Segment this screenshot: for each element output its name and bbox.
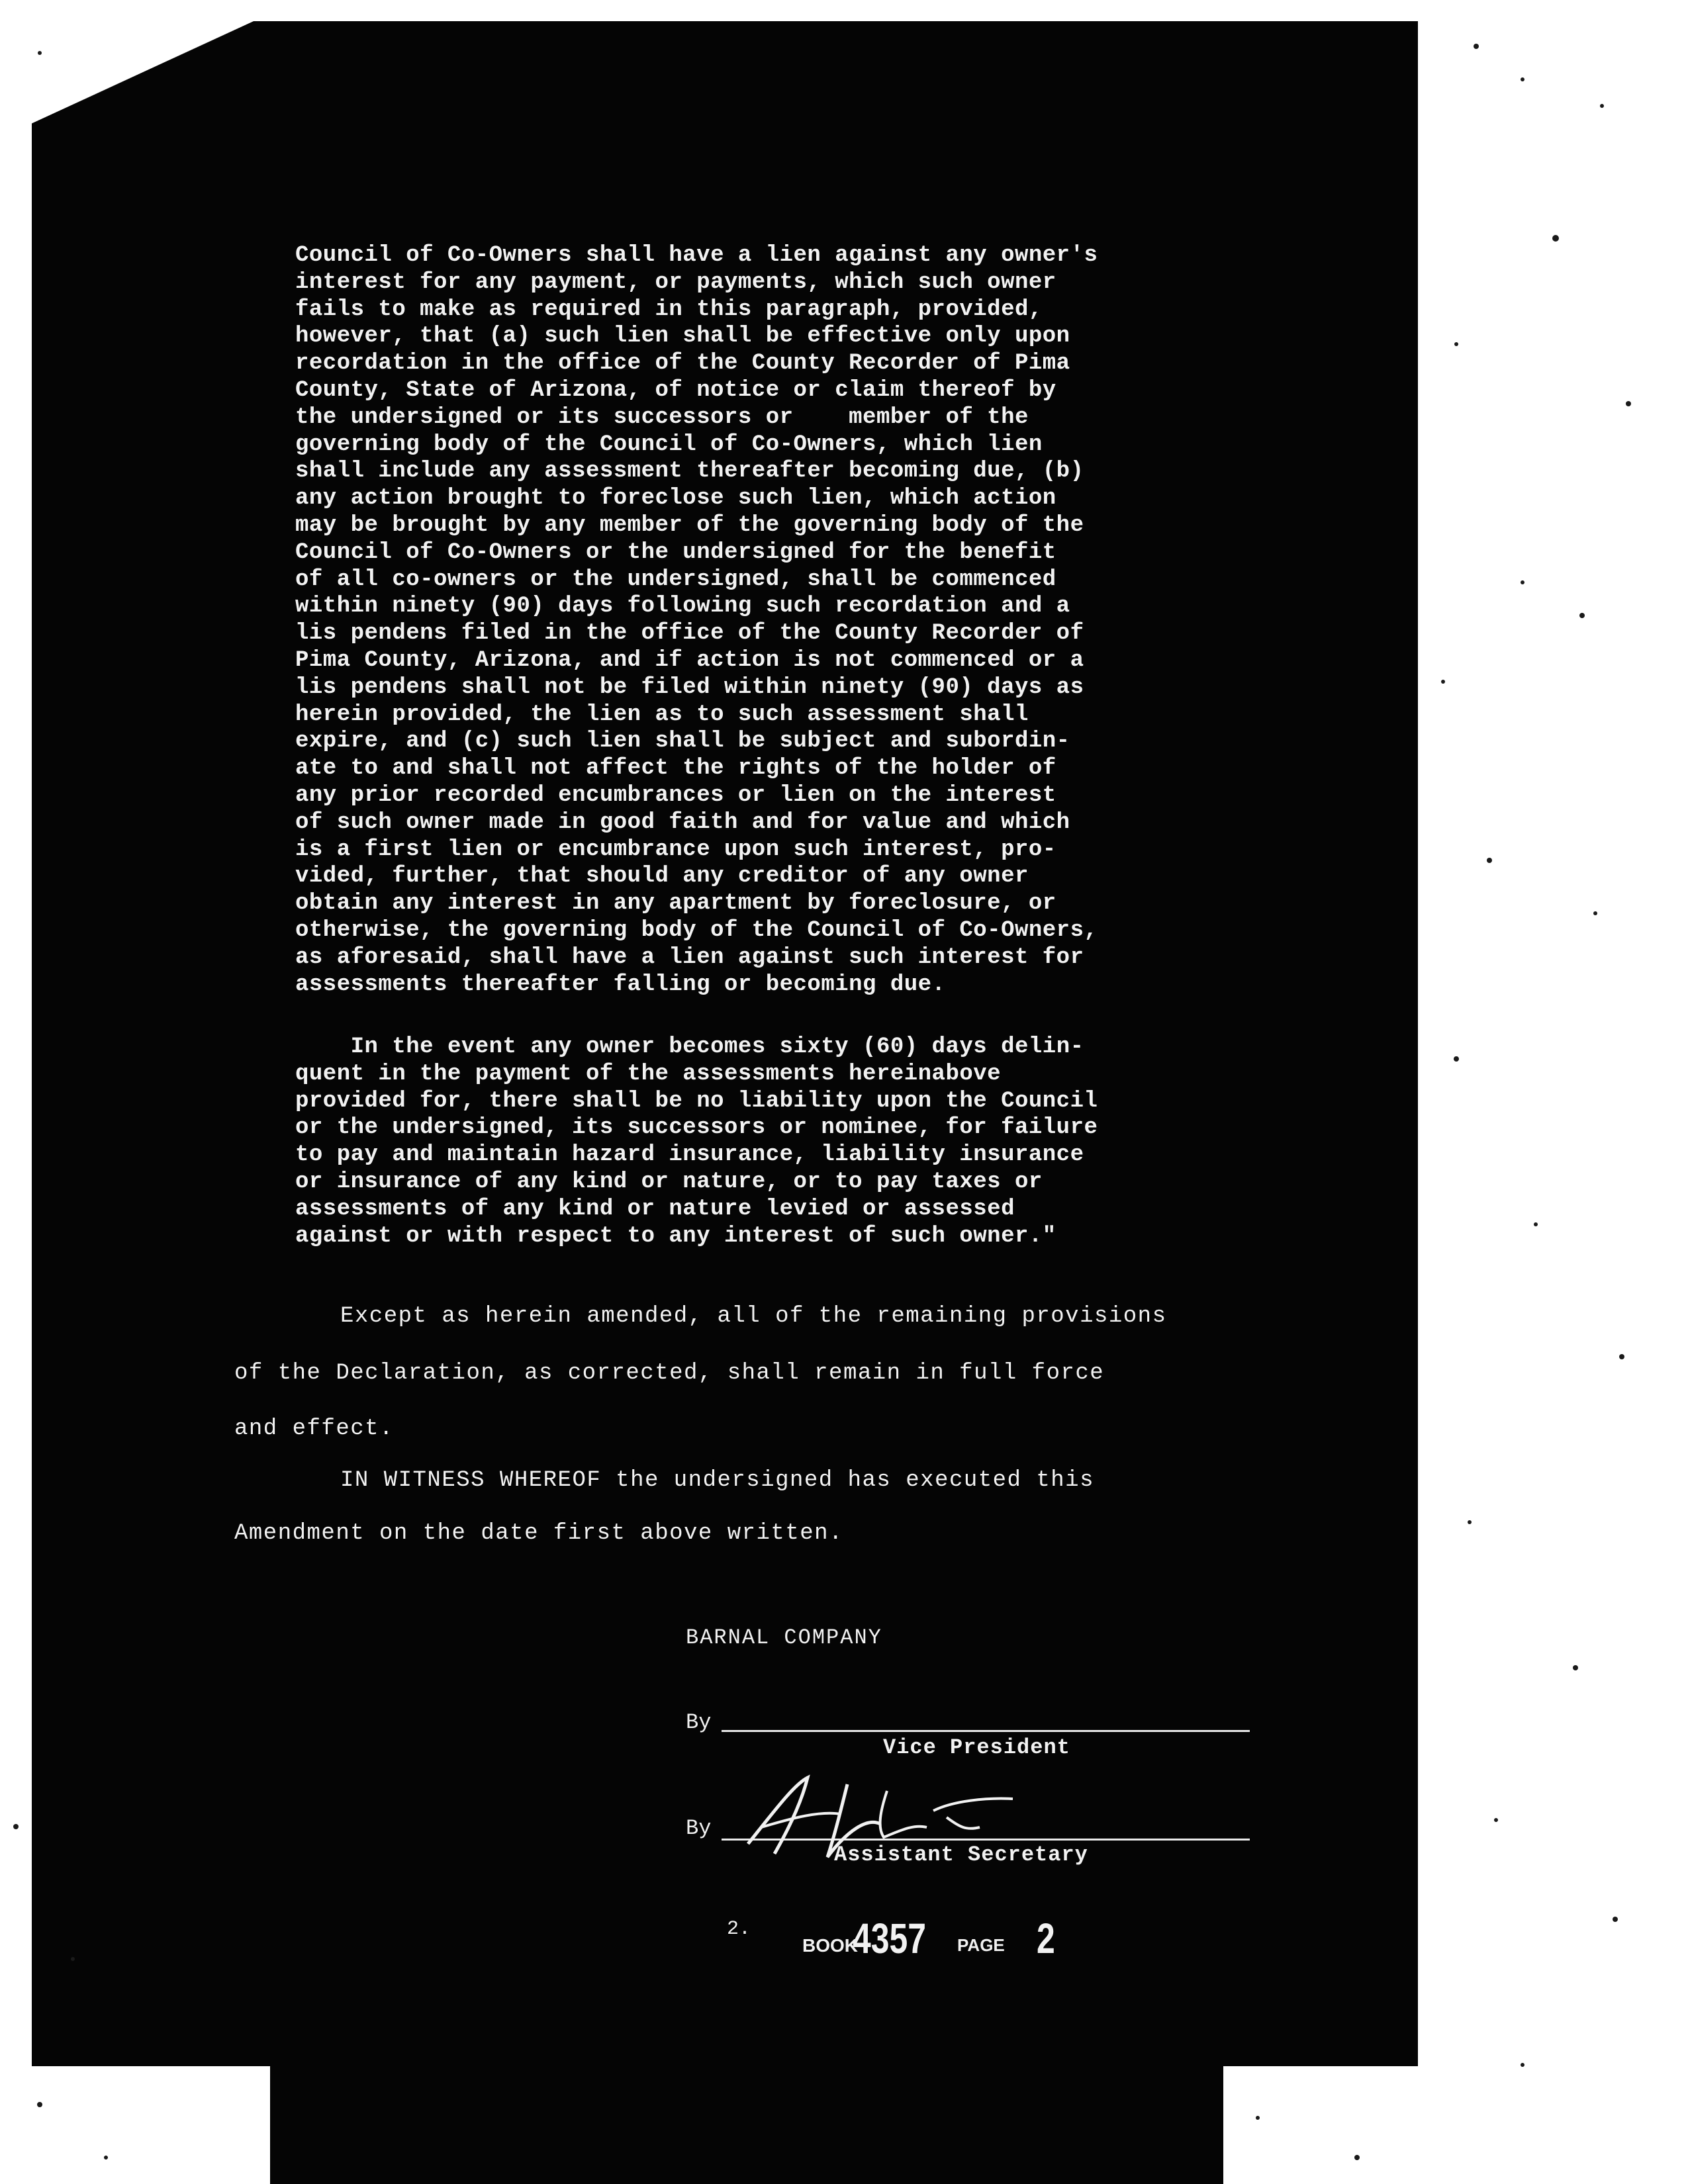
page-label: PAGE (957, 1935, 1005, 1955)
book-label: BOOK (802, 1935, 858, 1956)
amendment-line-2: of the Declaration, as corrected, shall remain in full force (234, 1361, 1105, 1386)
book-number: 4357 (853, 1915, 927, 1962)
signature-line-vice-president (722, 1730, 1250, 1732)
page-number: 2. (727, 1918, 751, 1940)
quoted-lien-paragraph: Council of Co-Owners shall have a lien against any owner's interest for any payment, or payments, which such owner fails to make as required in this paragraph, provided, however, that (a) such lien shall be effective only upon recordation in the office of the County Recorder of Pima County, State of Arizona, of notice or claim thereof by the undersigned or its successors or member of the governing body of the Council of Co-Owners, which lien shall include any assessment thereafter becoming due, (b) any action brought to foreclose such lien, which action may be brought by any member of the governing body of the Council of Co-Owners or the undersigned for the benefit of all co-owners or the undersigned, shall be commenced within ninety (90) days following such recordation and a lis pendens filed in the office of the County Recorder of Pima County, Arizona, and if action is not commenced or a lis pendens shall not be filed within ninety (90) days as herein provided, the lien as to such assessment shall expire, and (c) such lien shall be subject and subordin- ate to and shall not affect the rights of the holder of any prior recorded encumbrances or lien on the interest of such owner made in good faith and for value and which is a first lien or encumbrance upon such interest, pro- vided, further, that should any creditor of any owner obtain any interest in any apartment by foreclosure, or otherwise, the governing body of the Council of Co-Owners, as aforesaid, shall have a lien against such interest for assessments thereafter falling or becoming due. (295, 243, 1098, 997)
company-name: BARNAL COMPANY (686, 1625, 882, 1650)
delinquency-paragraph: In the event any owner becomes sixty (60) days delin- quent in the payment of the assessments hereinabove provided for, there shall be no liability upon the Council or the undersigned, its successors or nominee, for failure to pay and maintain hazard insurance, liability insurance or insurance of any kind or nature, or to pay taxes or assessments of any kind or nature levied or assessed against or with respect to any interest of such owner." (295, 1034, 1098, 1249)
handwritten-signature (735, 1764, 1079, 1864)
by-label-assistant-secretary: By (686, 1816, 712, 1841)
witness-line-1: IN WITNESS WHEREOF the undersigned has executed this (340, 1468, 1094, 1493)
amendment-line-3: and effect. (234, 1416, 394, 1441)
vice-president-title: Vice President (883, 1735, 1070, 1760)
by-label-vice-president: By (686, 1710, 712, 1735)
assistant-secretary-title: Assistant Secretary (834, 1843, 1088, 1867)
scanned-page-bottom-strip (270, 2058, 1223, 2184)
witness-line-2: Amendment on the date first above written. (234, 1521, 843, 1546)
amendment-line-1: Except as herein amended, all of the remaining provisions (340, 1304, 1167, 1329)
page-value: 2 (1037, 1915, 1055, 1962)
